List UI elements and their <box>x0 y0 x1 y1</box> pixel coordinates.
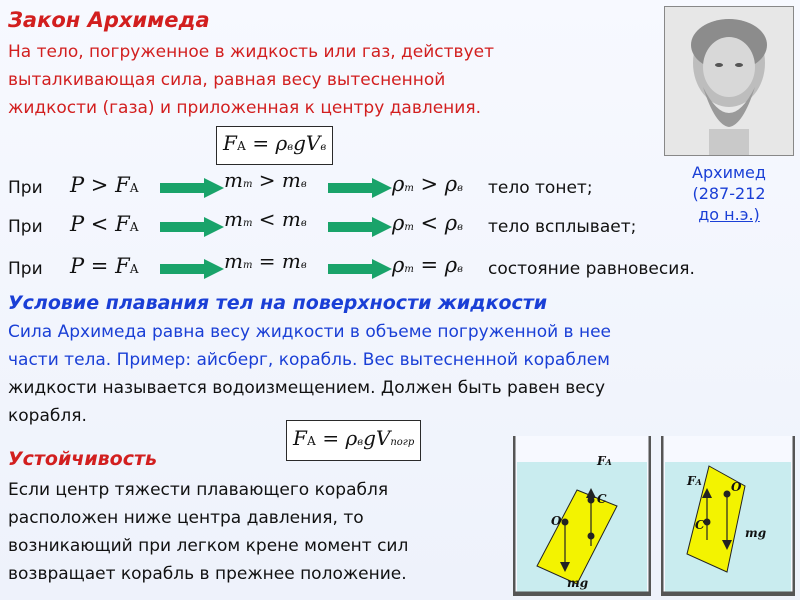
weight-label-mg: mg <box>567 576 589 590</box>
condition-mass: mт < mв <box>224 207 307 231</box>
portrait-caption <box>674 162 784 225</box>
floating-line-4: корабля. <box>8 406 87 426</box>
condition-result: состояние равновесия. <box>488 259 695 279</box>
green-arrow-icon <box>160 259 224 279</box>
condition-result: тело всплывает; <box>488 217 637 237</box>
condition-result: тело тонет; <box>488 178 593 198</box>
portrait-caption-name: Архимед <box>692 163 766 182</box>
floating-line-2-text: части тела. Пример: айсберг, корабль. Вес вытесненной кораблем <box>8 350 610 370</box>
green-arrow-icon <box>328 259 392 279</box>
law-line-3: жидкости (газа) и приложенная к центру давления. <box>8 98 481 118</box>
archimedes-portrait <box>664 6 794 156</box>
floating-line-2 <box>8 350 610 370</box>
container-tank-icon <box>513 436 651 596</box>
force-label-fa <box>687 474 702 488</box>
floating-title: Условие плавания тел на поверхности жидкости <box>8 292 548 314</box>
green-arrow-icon <box>160 217 224 237</box>
archimedes-formula: FА = ρвgVв <box>216 126 333 165</box>
condition-prefix: При <box>8 217 43 237</box>
condition-prefix: При <box>8 259 43 279</box>
displaced-volume-formula: FА = ρвgVпогр <box>286 420 421 461</box>
stability-line-1: Если центр тяжести плавающего корабля <box>8 480 389 500</box>
point-label-o: O <box>551 514 562 528</box>
green-arrow-icon <box>328 178 392 198</box>
condition-inequality: P > FА <box>70 173 139 197</box>
stability-line-4: возвращает корабль в прежнее положение. <box>8 564 407 584</box>
weight-label-mg: mg <box>745 526 767 540</box>
condition-mass: mт = mв <box>224 249 307 273</box>
condition-density: ρт > ρв <box>392 172 463 196</box>
force-label-fa-main: F <box>597 454 606 468</box>
portrait-caption-dates: (287-212 <box>692 184 766 203</box>
law-line-1: На тело, погруженное в жидкость или газ, действует <box>8 42 495 62</box>
point-label-c: C <box>597 492 607 506</box>
force-label-fa-main: F <box>687 474 696 488</box>
condition-density: ρт < ρв <box>392 211 463 235</box>
condition-mass: mт > mв <box>224 168 307 192</box>
force-label-fa <box>597 454 612 468</box>
condition-density: ρт = ρв <box>392 253 463 277</box>
portrait-caption-era: до н.э.) <box>698 205 760 224</box>
green-arrow-icon <box>328 217 392 237</box>
force-label-fa-sub: A <box>695 477 702 487</box>
condition-prefix: При <box>8 178 43 198</box>
floating-line-1: Сила Архимеда равна весу жидкости в объеме погруженной в нее <box>8 322 612 342</box>
law-line-2: выталкивающая сила, равная весу вытесненной <box>8 70 446 90</box>
condition-inequality: P < FА <box>70 212 139 236</box>
green-arrow-icon <box>160 178 224 198</box>
point-label-o: O <box>731 480 742 494</box>
container-tank-icon <box>661 436 795 596</box>
stability-diagram-left <box>513 436 651 596</box>
condition-inequality: P = FА <box>70 254 139 278</box>
stability-line-3: возникающий при легком крене момент сил <box>8 536 409 556</box>
point-label-c: C <box>695 518 705 532</box>
floating-line-3: жидкости называется водоизмещением. Должен быть равен весу <box>8 378 606 398</box>
law-title: Закон Архимеда <box>8 8 210 32</box>
stability-line-2: расположен ниже центра давления, то <box>8 508 364 528</box>
stability-diagram-right <box>661 436 795 596</box>
stability-title: Устойчивость <box>8 448 158 470</box>
force-label-fa-sub: A <box>605 457 612 467</box>
